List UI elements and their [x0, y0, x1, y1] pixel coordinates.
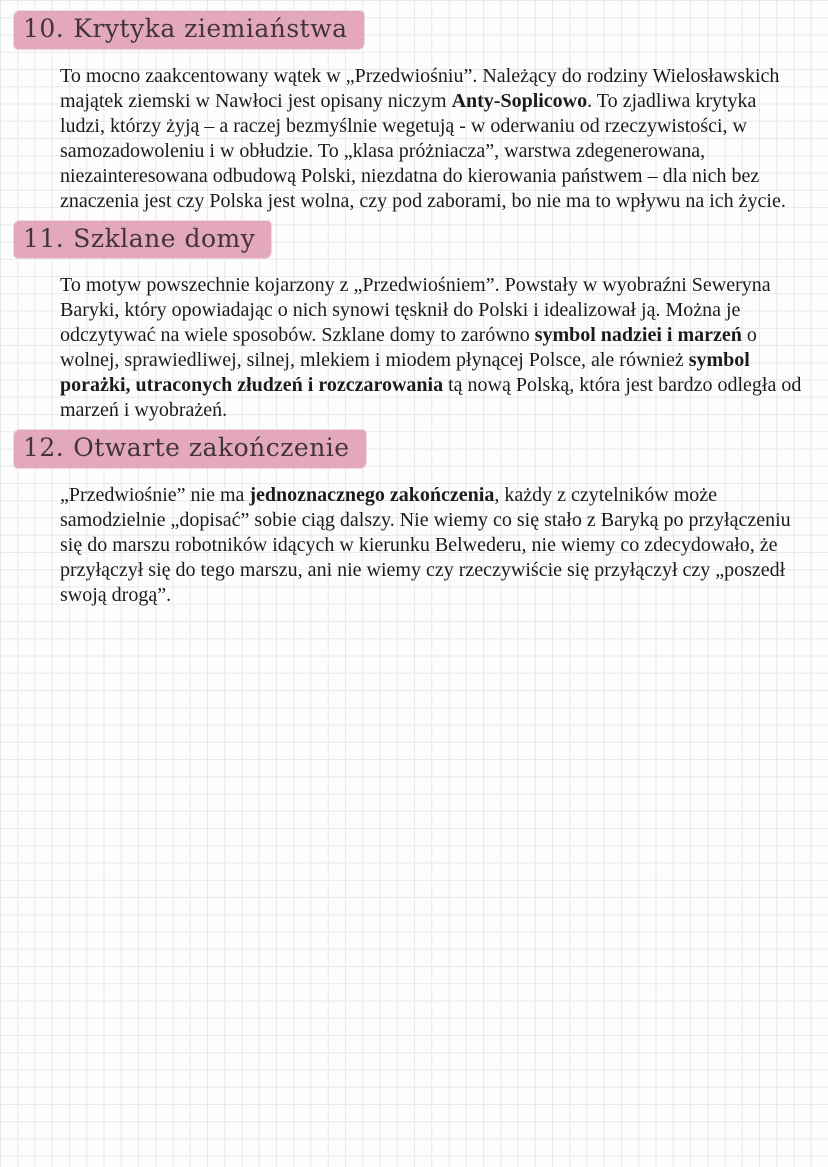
section-heading	[14, 430, 828, 468]
bold-text-run: symbol porażki, utraconych złudzeń i rozczarowania	[60, 349, 750, 396]
text-run: tą nową Polską, która jest bardzo odległa od marzeń i wyobrażeń.	[60, 374, 802, 421]
section-number: 11.	[23, 223, 65, 253]
text-run: To mocno zaakcentowany wątek w „Przedwiośniu”. Należący do rodziny Wielosławskich majątek ziemski w Nawłoci jest opisany niczym	[60, 64, 780, 112]
section-number: 10.	[23, 14, 65, 43]
bold-text-run: Anty-Soplicowo	[451, 89, 588, 112]
section-title: Krytyka ziemiaństwa	[73, 14, 348, 43]
text-run: To motyw powszechnie kojarzony z „Przedwiośniem”. Powstały w wyobraźni Seweryna Baryki, który opowiadając o nich synowi tęsknił do Polski i idealizował ją. Można je odczytywać na wiele sposobów. Szklane domy to zarówno	[60, 274, 771, 346]
text-run: . To zjadliwa krytyka ludzi, którzy żyją – a raczej bezmyślnie wegetują - w oderwaniu od rzeczywistości, w samozadowoleniu i w obłudzie. To „klasa próżniacza”, warstwa zdegenerowana, niezainteresowana odbudową Polski, niezdatna do kierowania państwem – dla nich bez znaczenia jest czy Polska jest wolna, czy pod zaborami, bo nie ma to wpływu na ich życie.	[60, 89, 786, 212]
section-paragraph	[60, 273, 802, 423]
section-title: Otwarte zakończenie	[73, 433, 350, 462]
section-szklane-domy	[0, 221, 828, 424]
pink-highlight	[14, 11, 364, 49]
text-run: „Przedwiośnie” nie ma	[60, 483, 250, 506]
section-otwarte-zakonczenie	[0, 430, 828, 608]
section-heading	[14, 221, 828, 259]
section-heading	[14, 11, 828, 49]
bold-text-run: jednoznacznego zakończenia	[249, 483, 495, 506]
text-run: o wolnej, sprawiedliwej, silnej, mlekiem i miodem płynącej Polsce, ale również	[60, 324, 757, 371]
pink-highlight	[14, 430, 366, 468]
section-paragraph	[60, 483, 802, 608]
bold-text-run: symbol nadziei i marzeń	[534, 324, 742, 346]
section-paragraph	[60, 64, 802, 214]
text-run: , każdy z czytelników może samodzielnie „dopisać” sobie ciąg dalszy. Nie wiemy co się stało z Baryką po przyłączeniu się do marszu robotników idących w kierunku Belwederu, nie wiemy co zdecydowało, że przyłączył się do tego marszu, ani nie wiemy czy rzeczywiście się przyłączył czy „poszedł swoją drogą”.	[60, 483, 791, 606]
section-title: Szklane domy	[73, 223, 256, 253]
section-number: 12.	[23, 433, 65, 462]
section-krytyka-ziemianstwa	[0, 11, 828, 214]
pink-highlight	[14, 221, 271, 259]
